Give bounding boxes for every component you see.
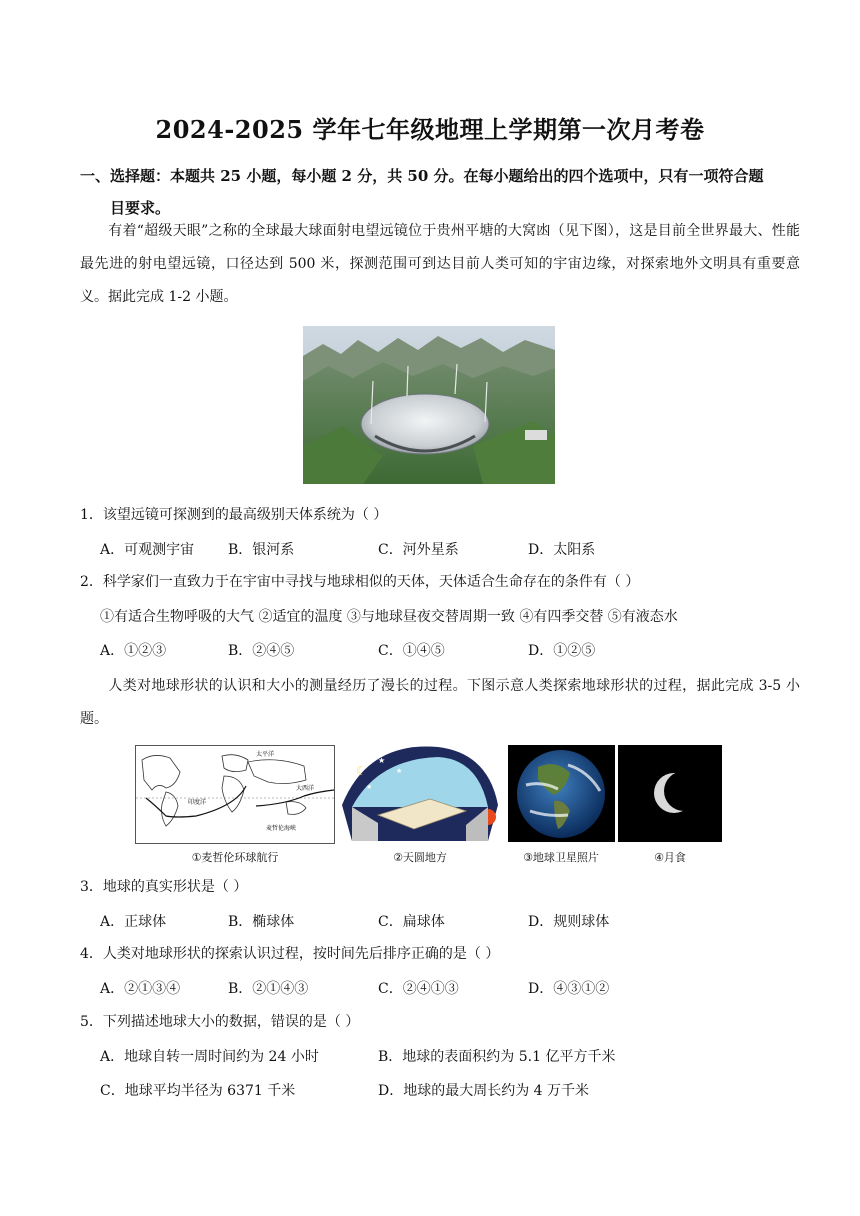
earth-satellite-photo: [508, 745, 615, 842]
question-3-option-b: B．椭球体: [228, 914, 295, 930]
round-sky-square-earth-illustration: [338, 745, 502, 842]
question-5-option-b: B．地球的表面积约为 5.1 亿平方千米: [378, 1049, 616, 1065]
question-5-option-d: D．地球的最大周长约为 4 万千米: [378, 1083, 590, 1099]
question-2-option-b: B．②④⑤: [228, 643, 295, 659]
map-label-indian: 印度洋: [188, 799, 207, 806]
page-title: 2024-2025 学年七年级地理上学期第一次月考卷: [155, 115, 705, 144]
question-4-option-d: D．④③①②: [528, 981, 610, 997]
question-2-statements: ①有适合生物呼吸的大气 ②适宜的温度 ③与地球昼夜交替周期一致 ④有四季交替 ⑤有液态水: [100, 609, 678, 625]
question-3-option-a: A．正球体: [100, 914, 167, 930]
svg-text:☾: ☾: [356, 764, 367, 778]
question-4-option-a: A．②①③④: [100, 981, 181, 997]
section-heading-line1: 一、选择题：本题共 25 小题，每小题 2 分，共 50 分。在每小题给出的四个选项中，只有一项符合题: [80, 167, 764, 185]
question-3-option-c: C．扁球体: [378, 914, 445, 930]
passage-1: [80, 215, 800, 314]
map-label-pacific: 太平洋: [256, 751, 275, 758]
question-5-option-a: A．地球自转一周时间约为 24 小时: [100, 1049, 319, 1065]
question-2-option-a: A．①②③: [100, 643, 167, 659]
svg-text:★: ★: [378, 756, 386, 765]
section-heading-line2: 目要求。: [110, 199, 171, 217]
svg-text:★: ★: [396, 767, 403, 775]
question-3-stem: 3．地球的真实形状是（ ）: [80, 879, 248, 895]
question-3-option-d: D．规则球体: [528, 914, 610, 930]
passage-1-text: 有着“超级天眼”之称的全球最大球面射电望远镜位于贵州平塘的大窝凼（见下图），这是目前全世界最大、性能最先进的射电望远镜，口径达到 500 米，探测范围可到达目前人类可知的宇宙边缘，对探索地外文明具有重要意义。据此完成 1-2 小题。: [80, 223, 800, 305]
caption-round-sky: ②天圆地方: [393, 851, 447, 864]
question-1-option-d: D．太阳系: [528, 542, 596, 558]
caption-magellan: ①麦哲伦环球航行: [191, 851, 279, 864]
fast-telescope-photo: [303, 326, 555, 484]
question-5-stem: 5．下列描述地球大小的数据，错误的是（ ）: [80, 1014, 360, 1030]
map-label-atlantic: 大西洋: [296, 785, 315, 792]
question-4-stem: 4．人类对地球形状的探索认识过程，按时间先后排序正确的是（ ）: [80, 946, 500, 962]
question-1-option-c: C．河外星系: [378, 542, 459, 558]
question-5-option-c: C．地球平均半径为 6371 千米: [100, 1083, 296, 1099]
question-1-option-a: A．可观测宇宙: [100, 542, 195, 558]
question-2-option-c: C．①④⑤: [378, 643, 445, 659]
map-label-magellan-strait: 麦哲伦海峡: [266, 825, 297, 832]
question-4-option-c: C．②④①③: [378, 981, 459, 997]
caption-satellite: ③地球卫星照片: [523, 851, 599, 864]
question-4-option-b: B．②①④③: [228, 981, 309, 997]
question-2-option-d: D．①②⑤: [528, 643, 596, 659]
caption-eclipse: ④月食: [654, 851, 686, 864]
question-1-option-b: B．银河系: [228, 542, 295, 558]
lunar-eclipse-photo: [618, 745, 722, 842]
passage-2: [80, 670, 800, 736]
question-2-stem: 2．科学家们一直致力于在宇宙中寻找与地球相似的天体，天体适合生命存在的条件有（ ）: [80, 574, 640, 590]
question-1-stem: 1．该望远镜可探测到的最高级别天体系统为（ ）: [80, 507, 388, 523]
passage-2-text: 人类对地球形状的认识和大小的测量经历了漫长的过程。下图示意人类探索地球形状的过程，据此完成 3-5 小题。: [80, 678, 800, 727]
svg-text:★: ★: [366, 783, 373, 791]
magellan-route-map: [135, 745, 335, 844]
